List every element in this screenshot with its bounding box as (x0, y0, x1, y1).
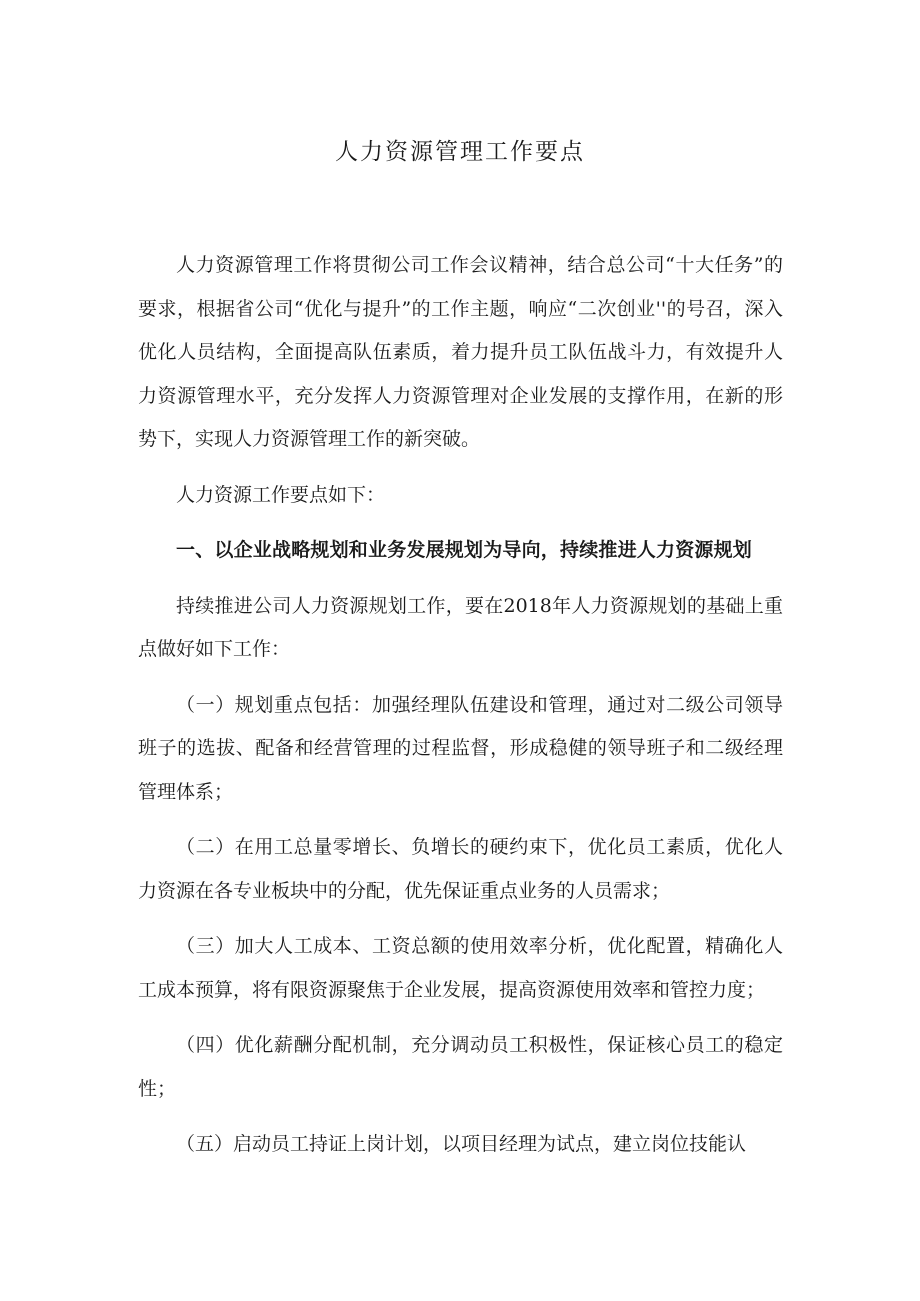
paragraph-intro: 人力资源管理工作将贯彻公司工作会议精神，结合总公司“十大任务”的要求，根据省公司“优化与提升”的工作主题，响应“二次创业''的号召，深入优化人员结构，全面提高队伍素质，着力提升员工队伍战斗力，有效提升人力资源管理水平，充分发挥人力资源管理对企业发展的支撑作用，在新的形势下，实现人力资源管理工作的新突破。 (138, 254, 783, 450)
list-item: （四）优化薪酬分配机制，充分调动员工积极性，保证核心员工的稳定性； (138, 1034, 783, 1100)
list-item: （五）启动员工持证上岗计划，以项目经理为试点，建立岗位技能认 (176, 1133, 747, 1155)
paragraph-section-lead: 持续推进公司人力资源规划工作，要在2018年人力资源规划的基础上重点做好如下工作： (138, 594, 783, 660)
document-title: 人力资源管理工作要点 (335, 139, 585, 165)
list-item: （二）在用工总量零增长、负增长的硬约束下，优化员工素质，优化人力资源在各专业板块中的分配，优先保证重点业务的人员需求； (138, 836, 783, 902)
section-heading: 一、以企业战略规划和业务发展规划为导向，持续推进人力资源规划 (176, 539, 753, 561)
list-item: （一）规划重点包括：加强经理队伍建设和管理，通过对二级公司领导班子的选拔、配备和经营管理的过程监督，形成稳健的领导班子和二级经理管理体系； (138, 693, 783, 803)
paragraph-points-lead: 人力资源工作要点如下： (176, 483, 386, 506)
document-body (138, 244, 783, 1179)
list-item: （三）加大人工成本、工资总额的使用效率分析，优化配置，精确化人工成本预算，将有限资源聚焦于企业发展，提高资源使用效率和管控力度； (138, 935, 783, 1001)
